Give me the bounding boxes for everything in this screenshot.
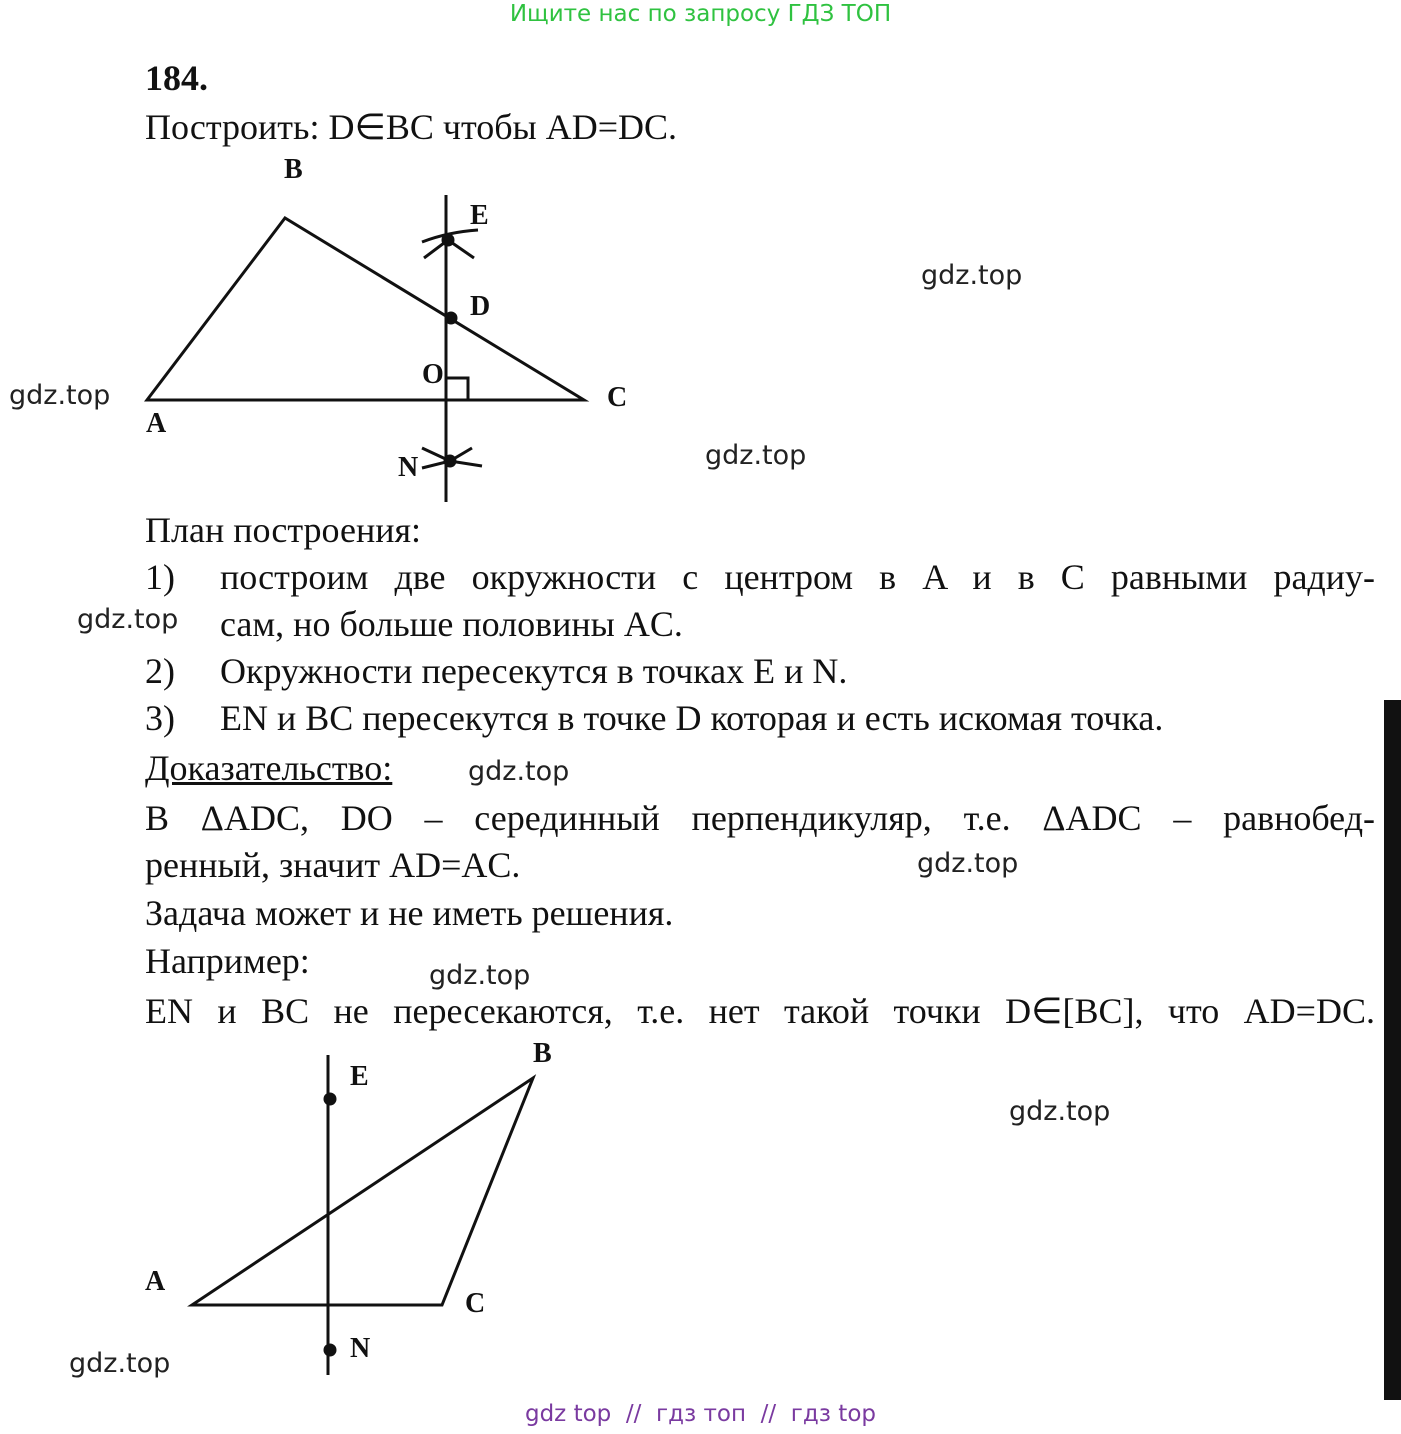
- label-b: B: [284, 154, 303, 185]
- proof-line-1: В ΔADC, DO – серединный перпендикуляр, т.е. ΔADC – равнобед-: [145, 798, 1375, 838]
- label-e: E: [470, 200, 489, 231]
- figure-1: [147, 195, 584, 502]
- proof-line-2: ренный, значит AD=AC.: [145, 845, 521, 885]
- plan-item-2-num: 2): [145, 651, 175, 691]
- watermark: gdz.top: [9, 380, 111, 411]
- point-e: [443, 235, 453, 245]
- triangle-abc-2: [192, 1078, 533, 1305]
- label-e-2: E: [350, 1061, 369, 1092]
- footer-banner: gdz top // гдз топ // гдз top: [524, 1401, 876, 1427]
- triangle-abc-1: [147, 218, 584, 400]
- scan-edge-artifact: [1384, 700, 1401, 1400]
- header-banner: Ищите нас по запросу ГДЗ ТОП: [509, 1, 892, 27]
- label-a: A: [146, 408, 167, 439]
- plan-item-3-num: 3): [145, 698, 175, 738]
- watermark: gdz.top: [69, 1348, 171, 1379]
- proof-line-3: Задача может и не иметь решения.: [145, 893, 674, 933]
- watermark: gdz.top: [1009, 1096, 1111, 1127]
- watermark: gdz.top: [468, 756, 570, 787]
- label-c: C: [607, 382, 628, 413]
- watermark: gdz.top: [921, 260, 1023, 291]
- plan-item-1-line-1: построим две окружности с центром в A и в C равными радиу-: [220, 557, 1375, 597]
- label-n-2: N: [350, 1333, 371, 1364]
- label-c-2: C: [465, 1288, 486, 1319]
- plan-item-1-line-2: сам, но больше половины AC.: [220, 604, 683, 644]
- right-angle-mark: [446, 378, 468, 400]
- watermark: gdz.top: [705, 440, 807, 471]
- label-n: N: [398, 452, 419, 483]
- task-statement: Построить: D∈BC чтобы AD=DC.: [145, 107, 678, 147]
- plan-item-1-num: 1): [145, 557, 175, 597]
- plan-item-3-line-1: EN и BC пересекутся в точке D которая и есть искомая точка.: [220, 698, 1164, 738]
- label-a-2: A: [145, 1266, 166, 1297]
- problem-number: 184.: [145, 58, 208, 98]
- label-o: O: [422, 359, 444, 390]
- point-n-2: [325, 1345, 335, 1355]
- proof-title: Доказательство:: [145, 748, 393, 788]
- label-d: D: [470, 291, 491, 322]
- proof-line-5: EN и BC не пересекаются, т.е. нет такой точки D∈[BC], что AD=DC.: [145, 991, 1375, 1031]
- label-b-2: B: [533, 1038, 552, 1069]
- figure-2: [192, 1055, 533, 1375]
- plan-title: План построения:: [145, 510, 422, 550]
- point-e-2: [325, 1094, 335, 1104]
- watermark: gdz.top: [917, 848, 1019, 879]
- proof-line-4: Например:: [145, 941, 310, 981]
- plan-item-2-line-1: Окружности пересекутся в точках E и N.: [220, 651, 848, 691]
- point-n: [445, 456, 455, 466]
- point-d: [446, 313, 456, 323]
- watermark: gdz.top: [429, 960, 531, 991]
- watermark: gdz.top: [77, 604, 179, 635]
